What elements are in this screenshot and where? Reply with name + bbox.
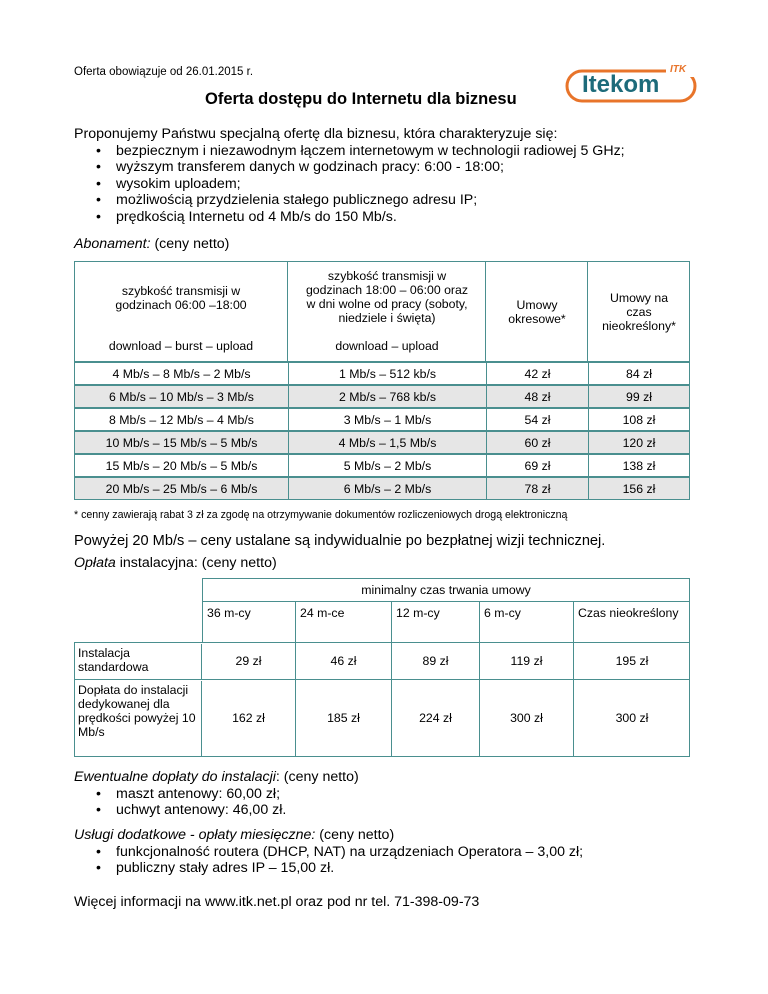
cell-indefinite: 120 zł	[622, 435, 656, 450]
group-header: minimalny czas trwania umowy	[202, 578, 690, 602]
cell-periodic: 69 zł	[487, 455, 589, 476]
price-cell: 195 zł	[615, 654, 649, 668]
cell-periodic: 48 zł	[487, 386, 589, 407]
services-section	[74, 827, 734, 877]
installation-heading-italic: Opłata	[74, 555, 116, 571]
logo-badge: ITK	[670, 64, 687, 75]
extra-install-section	[74, 769, 714, 819]
footnote: * cenny zawierają rabat 3 zł za zgodę na otrzymywanie dokumentów rozliczeniowych drogą elektroniczną	[74, 509, 568, 521]
cell-day: 15 Mb/s – 20 Mb/s – 5 Mb/s	[75, 455, 289, 476]
cell-day: 10 Mb/s – 15 Mb/s – 5 Mb/s	[75, 432, 289, 453]
services-heading	[74, 827, 734, 844]
extra-install-heading	[74, 769, 714, 786]
header-night-sub: download – upload	[335, 339, 439, 353]
cell-indefinite: 156 zł	[622, 481, 656, 496]
cell-day: 4 Mb/s – 8 Mb/s – 2 Mb/s	[75, 363, 289, 384]
table-row	[74, 477, 690, 500]
extra-install-list	[74, 786, 714, 819]
cell-indefinite: 108 zł	[622, 412, 656, 427]
price-cell: 29 zł	[202, 642, 296, 680]
table-row	[74, 385, 690, 408]
price-cell: 300 zł	[615, 711, 649, 725]
cell-night: 5 Mb/s – 2 Mb/s	[289, 455, 487, 476]
cell-periodic: 60 zł	[487, 432, 589, 453]
cell-day: 6 Mb/s – 10 Mb/s – 3 Mb/s	[75, 386, 289, 407]
services-list	[74, 844, 734, 877]
table-row	[74, 431, 690, 454]
table-row	[74, 362, 690, 385]
price-cell: 185 zł	[296, 679, 392, 757]
header-night-speed: szybkość transmisji w godzinach 18:00 – 06:00 oraz w dni wolne od pracy (soboty, niedziele i święta)	[305, 269, 469, 325]
contact-info: Więcej informacji na www.itk.net.pl oraz pod nr tel. 71-398-09-73	[74, 894, 480, 910]
cell-night: 4 Mb/s – 1,5 Mb/s	[289, 432, 487, 453]
validity-date: Oferta obowiązuje od 26.01.2015 r.	[74, 66, 254, 78]
price-cell: 46 zł	[296, 642, 392, 680]
extra-install-bullet: • maszt antenowy: 60,00 zł;	[74, 786, 714, 803]
extra-install-heading-italic: Ewentualne dopłaty do instalacji	[74, 769, 276, 785]
extra-install-bullet: • uchwyt antenowy: 46,00 zł.	[74, 802, 714, 819]
subscription-heading-rest: (ceny netto)	[150, 236, 230, 252]
intro-bullet: • wyższym transferem danych w godzinach pracy: 6:00 - 18:00;	[74, 159, 714, 176]
services-bullet: • funkcjonalność routera (DHCP, NAT) na urządzeniach Operatora – 3,00 zł;	[74, 844, 734, 861]
services-heading-italic: Usługi dodatkowe - opłaty miesięczne:	[74, 827, 316, 843]
cell-night: 1 Mb/s – 512 kb/s	[289, 363, 487, 384]
services-bullet: • publiczny stały adres IP – 15,00 zł.	[74, 860, 734, 877]
header-day-sub: download – burst – upload	[108, 339, 254, 353]
cell-indefinite: 84 zł	[626, 366, 652, 381]
price-cell: 89 zł	[392, 642, 480, 680]
intro-bullet: • wysokim uploadem;	[74, 176, 714, 193]
table-row	[74, 454, 690, 477]
header-indefinite: Umowy na czas nieokreślony*	[602, 290, 676, 333]
cell-night: 3 Mb/s – 1 Mb/s	[289, 409, 487, 430]
price-cell: 300 zł	[480, 679, 574, 757]
services-heading-rest: (ceny netto)	[315, 827, 395, 843]
period-header: 24 m-ce	[296, 602, 392, 643]
period-header: 12 m-cy	[392, 602, 480, 643]
cell-day: 20 Mb/s – 25 Mb/s – 6 Mb/s	[75, 478, 289, 499]
row-label-standard: Instalacja standardowa	[74, 644, 202, 680]
cell-periodic: 42 zł	[487, 363, 589, 384]
price-cell: 224 zł	[392, 679, 480, 757]
price-cell: 119 zł	[480, 642, 574, 680]
intro-bullet-list	[74, 143, 714, 226]
installation-heading-rest: instalacyjna: (ceny netto)	[115, 555, 277, 571]
itekom-logo	[564, 64, 702, 106]
intro-bullet: • bezpiecznym i niezawodnym łączem internetowym w technologii radiowej 5 GHz;	[74, 143, 714, 160]
cell-night: 2 Mb/s – 768 kb/s	[289, 386, 487, 407]
intro-lead: Proponujemy Państwu specjalną ofertę dla biznesu, która charakteryzuje się:	[74, 126, 558, 142]
cell-indefinite: 138 zł	[622, 458, 656, 473]
period-header: 36 m-cy	[202, 602, 296, 643]
subscription-heading-italic: Abonament:	[74, 236, 151, 252]
cell-periodic: 78 zł	[487, 478, 589, 499]
page-title: Oferta dostępu do Internetu dla biznesu	[205, 90, 517, 108]
period-header: 6 m-cy	[480, 602, 574, 643]
header-periodic: Umowy okresowe*	[508, 297, 566, 326]
logo-text: Itekom	[582, 71, 660, 98]
cell-night: 6 Mb/s – 2 Mb/s	[289, 478, 487, 499]
cell-indefinite: 99 zł	[626, 389, 652, 404]
cell-day: 8 Mb/s – 12 Mb/s – 4 Mb/s	[75, 409, 289, 430]
intro-section	[74, 126, 714, 225]
extra-install-heading-rest: : (ceny netto)	[275, 769, 359, 785]
intro-bullet: • prędkością Internetu od 4 Mb/s do 150 Mb/s.	[74, 209, 714, 226]
subscription-heading	[74, 236, 229, 253]
row-label-dedicated: Dopłata do instalacji dedykowanej dla prędkości powyżej 10 Mb/s	[74, 681, 202, 757]
intro-bullet: • możliwością przydzielenia stałego publicznego adresu IP;	[74, 192, 714, 209]
above-20-note: Powyżej 20 Mb/s – ceny ustalane są indywidualnie po bezpłatnej wizji technicznej.	[74, 533, 606, 549]
installation-heading	[74, 555, 277, 572]
cell-periodic: 54 zł	[487, 409, 589, 430]
header-day-speed: szybkość transmisji w godzinach 06:00 –18:00	[115, 284, 247, 312]
period-header: Czas nieokreślony	[574, 602, 690, 643]
price-cell: 162 zł	[202, 679, 296, 757]
table-row	[74, 408, 690, 431]
